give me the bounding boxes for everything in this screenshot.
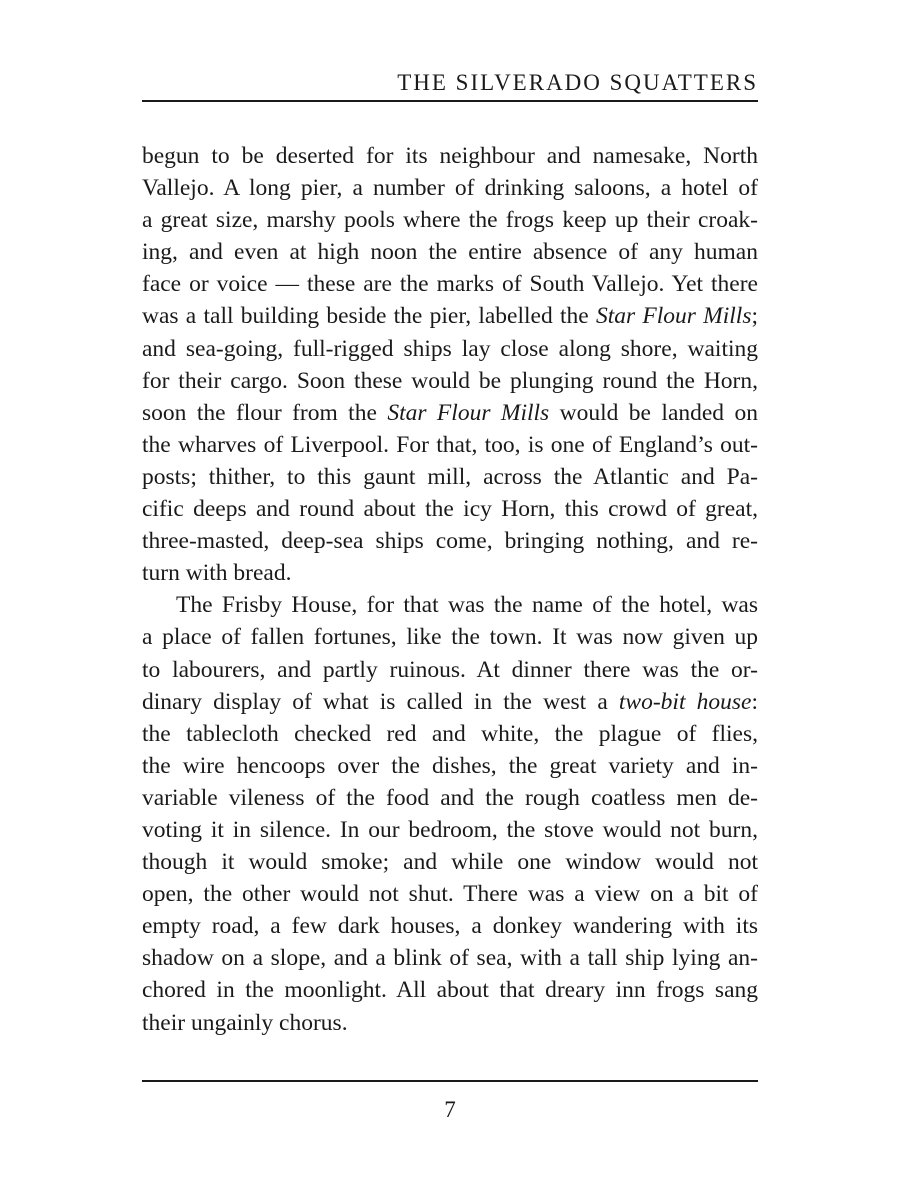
- footer-rule: [142, 1080, 758, 1082]
- text-run: and sea-going, full-rigged ships lay close along shore, waiting: [142, 335, 758, 362]
- text-line: [142, 397, 758, 429]
- text-run: ;: [751, 303, 758, 330]
- text-line: [142, 461, 758, 493]
- text-run: begun to be deserted for its neighbour and namesake, North: [142, 143, 758, 169]
- italic-text: Star Flour Mills: [387, 399, 550, 426]
- text-run: ing, and even at high noon the entire absence of any human: [142, 239, 758, 266]
- text-line: [142, 846, 758, 878]
- text-run: cific deeps and round about the icy Horn, this crowd of great,: [142, 496, 758, 523]
- text-line: [142, 300, 758, 332]
- text-line: [142, 974, 758, 1006]
- text-run: dinary display of what is called in the west a: [142, 688, 619, 715]
- text-run: turn with bread.: [142, 560, 292, 587]
- text-run: to labourers, and partly ruinous. At dinner there was the or-: [142, 656, 758, 683]
- text-line: [142, 621, 758, 653]
- text-run: Vallejo. A long pier, a number of drinking saloons, a hotel of: [142, 175, 758, 202]
- text-line: [142, 589, 758, 621]
- text-line: [142, 942, 758, 974]
- text-line: [142, 782, 758, 814]
- text-line: [142, 686, 758, 718]
- paragraph: [142, 140, 758, 589]
- text-line: [142, 493, 758, 525]
- text-line: [142, 910, 758, 942]
- text-run: a great size, marshy pools where the frogs keep up their croak-: [142, 207, 758, 234]
- text-run: the wire hencoops over the dishes, the great variety and in-: [142, 752, 758, 779]
- text-line: [142, 750, 758, 782]
- text-run: shadow on a slope, and a blink of sea, with a tall ship lying an-: [142, 945, 758, 972]
- text-run: chored in the moonlight. All about that dreary inn frogs sang: [142, 977, 758, 1004]
- paragraph: [142, 589, 758, 1038]
- text-run: though it would smoke; and while one window would not: [142, 849, 758, 876]
- text-run: face or voice — these are the marks of South Vallejo. Yet there: [142, 271, 758, 298]
- text-run: posts; thither, to this gaunt mill, across the Atlantic and Pa-: [142, 463, 758, 490]
- text-line: [142, 878, 758, 910]
- text-run: for their cargo. Soon these would be plunging round the Horn,: [142, 367, 758, 394]
- text-line: [142, 236, 758, 268]
- text-line: [142, 268, 758, 300]
- text-line: [142, 718, 758, 750]
- text-run: empty road, a few dark houses, a donkey wandering with its: [142, 913, 758, 940]
- running-head-title: THE SILVERADO SQUATTERS: [397, 70, 758, 95]
- text-run: a place of fallen fortunes, like the town. It was now given up: [142, 624, 758, 651]
- text-run: soon the flour from the: [142, 399, 388, 426]
- text-line: [142, 365, 758, 397]
- text-line: [142, 1007, 758, 1039]
- text-run: was a tall building beside the pier, labelled the: [142, 303, 596, 330]
- text-run: open, the other would not shut. There was a view on a bit of: [142, 881, 758, 908]
- text-run: the tablecloth checked red and white, the plague of flies,: [142, 720, 758, 747]
- text-run: the wharves of Liverpool. For that, too, is one of England’s out-: [142, 431, 758, 458]
- header-rule: [142, 100, 758, 102]
- text-run: variable vileness of the food and the rough coatless men de-: [142, 784, 758, 811]
- text-run: The Frisby House, for that was the name of the hotel, was: [176, 592, 758, 619]
- body-text: [142, 140, 758, 1039]
- italic-text: Star Flour Mills: [595, 303, 752, 330]
- text-line: [142, 525, 758, 557]
- text-line: [142, 204, 758, 236]
- text-run: three-masted, deep-sea ships come, bringing nothing, and re-: [142, 528, 758, 555]
- text-run: would be landed on: [549, 399, 758, 426]
- text-line: [142, 140, 758, 172]
- text-line: [142, 654, 758, 686]
- text-run: voting it in silence. In our bedroom, the stove would not burn,: [142, 816, 758, 843]
- text-line: [142, 814, 758, 846]
- text-line: [142, 557, 758, 589]
- text-line: [142, 429, 758, 461]
- text-run: their ungainly chorus.: [142, 1009, 348, 1036]
- text-line: [142, 172, 758, 204]
- text-run: :: [751, 688, 758, 715]
- italic-text: two-bit house: [618, 688, 752, 715]
- text-line: [142, 333, 758, 365]
- page-number: 7: [444, 1097, 456, 1122]
